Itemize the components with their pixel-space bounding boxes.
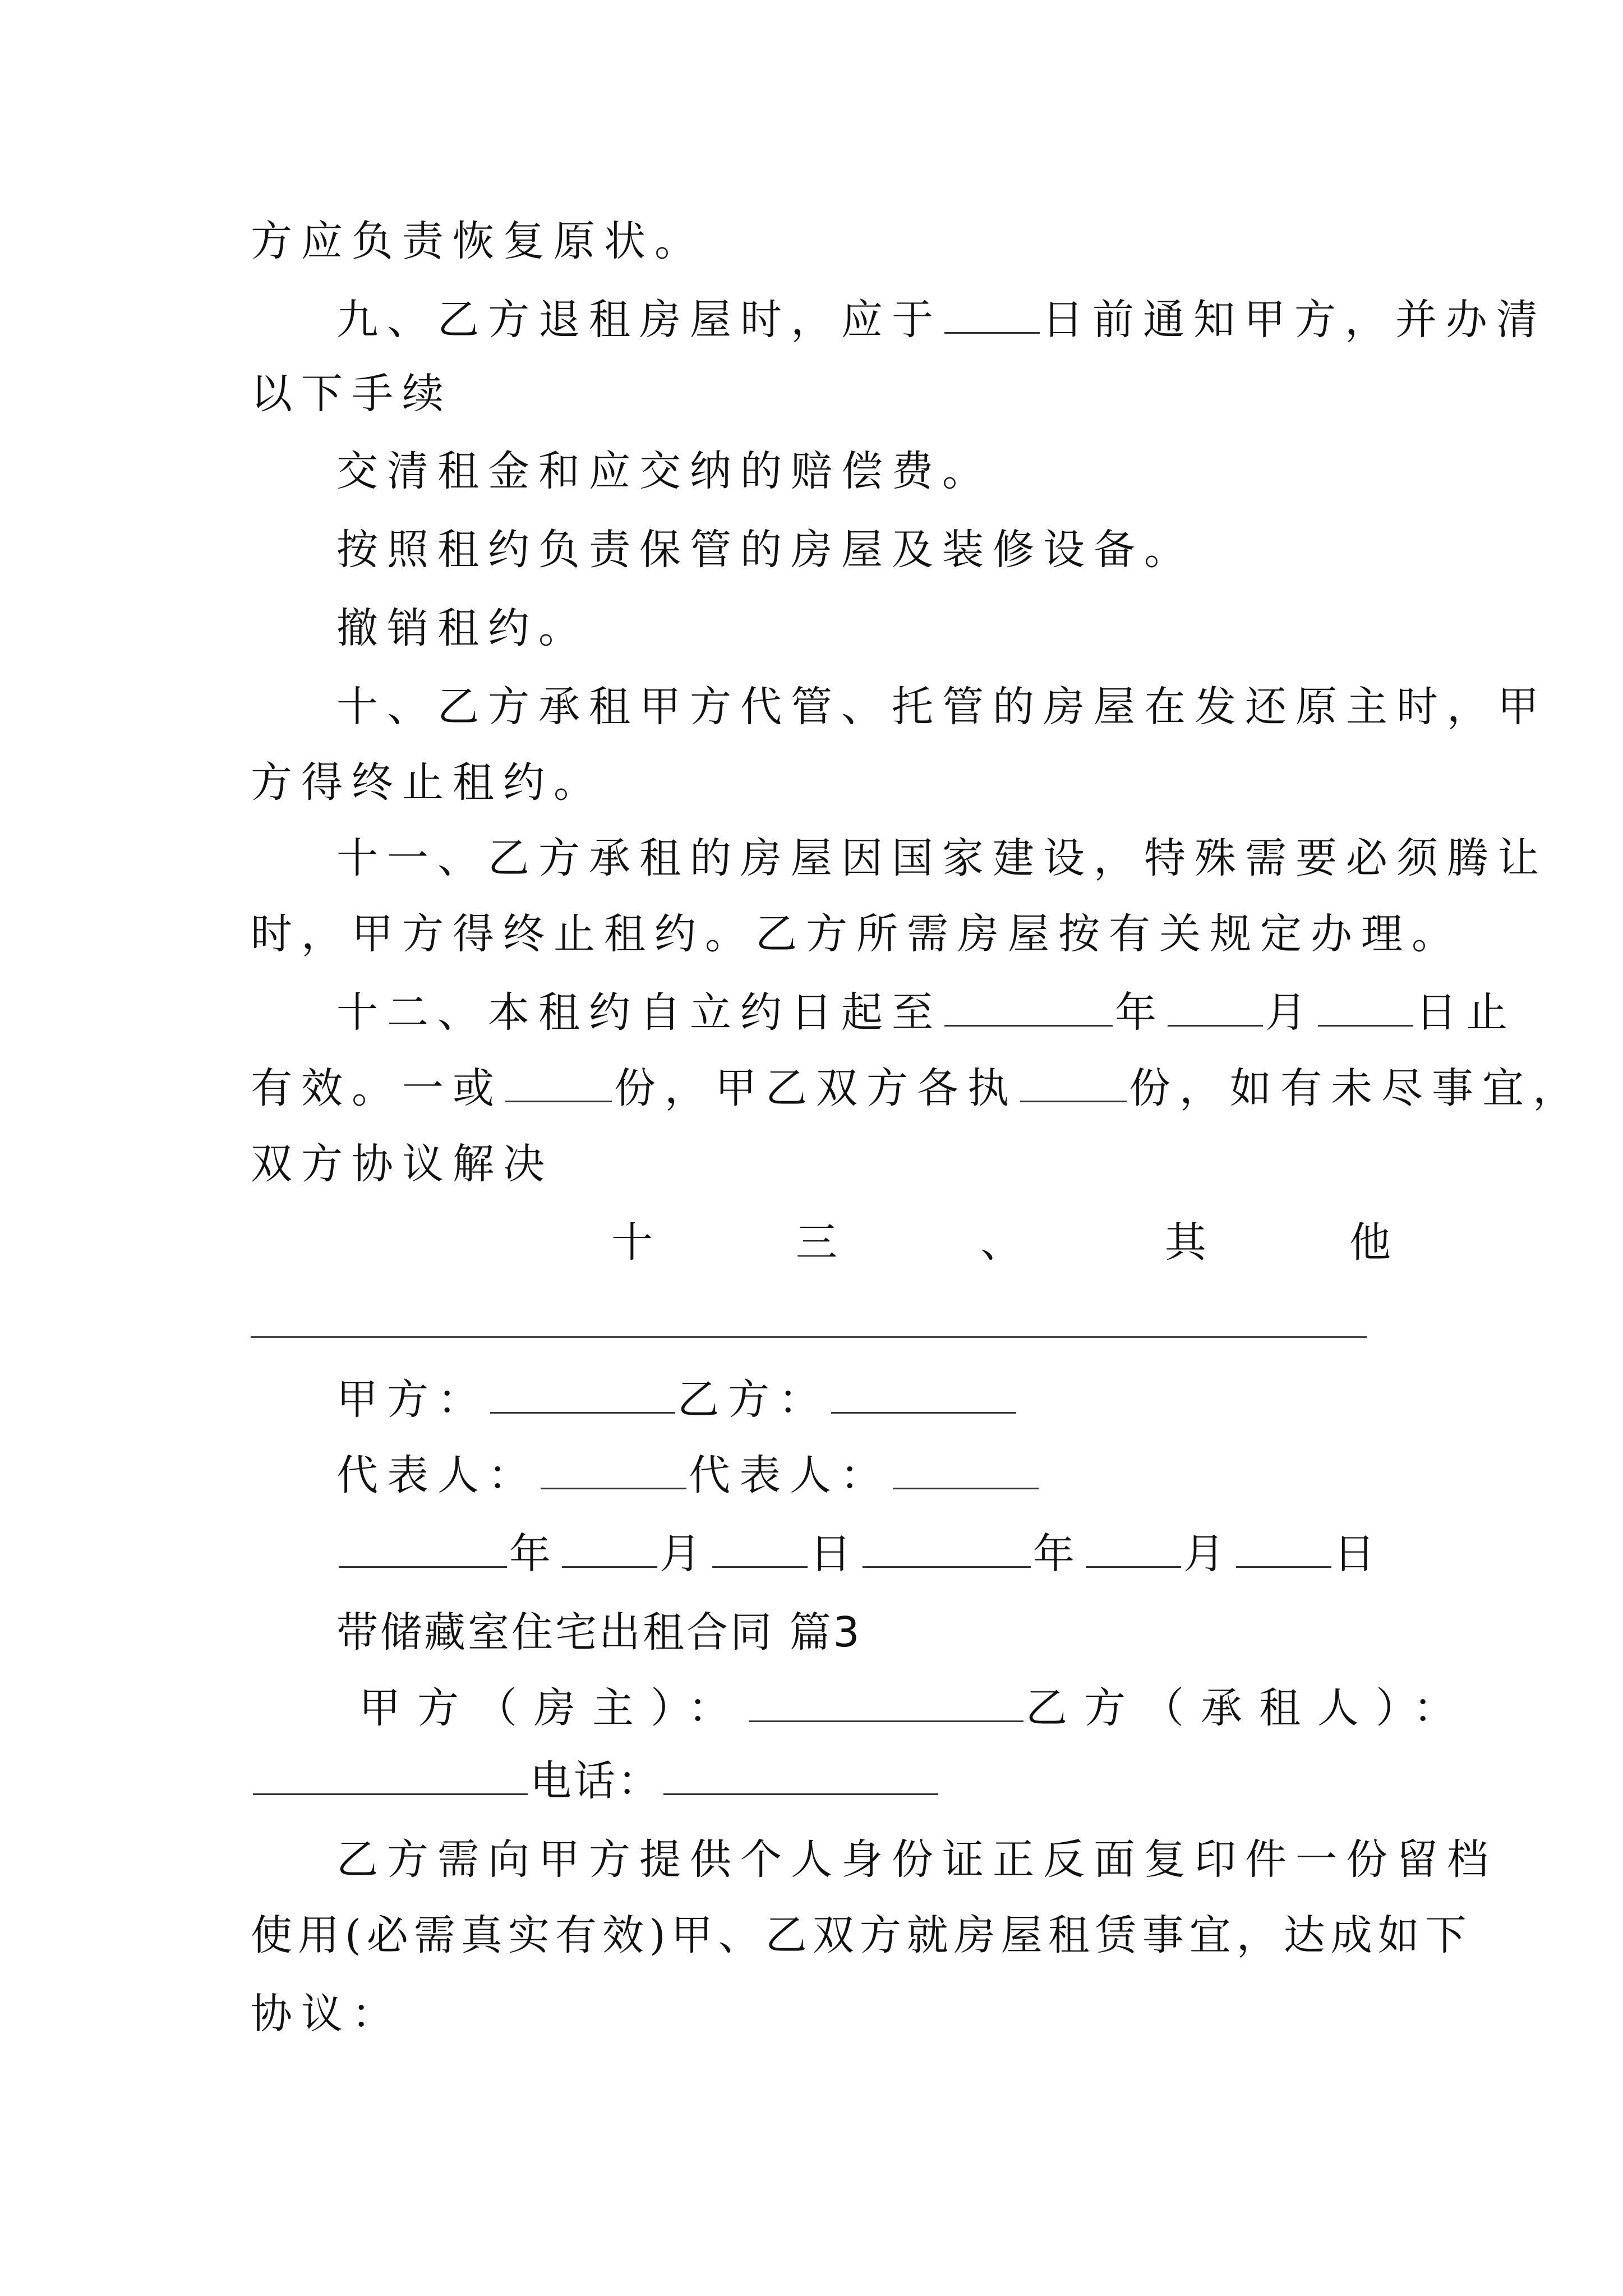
blank-field: [339, 1530, 507, 1568]
blank-field: [863, 1530, 1031, 1568]
blank-field: [712, 1530, 808, 1568]
text-line: 有效。一或 份，甲乙双方各执 份，如有未尽事宜，: [251, 1064, 1583, 1112]
blank-field: [562, 1530, 657, 1568]
blank-field: [663, 1757, 938, 1795]
text-line: 双方协议解决: [251, 1140, 554, 1188]
section-heading: 带储藏室住宅出租合同 篇3: [336, 1608, 862, 1657]
blank-field: [505, 1065, 612, 1102]
text-line: 十一、乙方承租的房屋因国家建设，特殊需要必须腾让: [336, 834, 1548, 882]
date-line: 年 月 日 年 月 日: [336, 1526, 1623, 1582]
blank-rule: [251, 1336, 1367, 1338]
text-line: 按照租约负责保管的房屋及装修设备。: [336, 526, 1195, 574]
blank-field: [1318, 989, 1413, 1027]
blank-field: [1168, 989, 1263, 1027]
signature-line: 甲方： 乙方：: [336, 1372, 1623, 1428]
blank-field: [1236, 1530, 1331, 1568]
text-line: 使用(必需真实有效)甲、乙双方就房屋租赁事宜，达成如下: [251, 1911, 1472, 1959]
text-line: 时，甲方得终止租约。乙方所需房屋按有关规定办理。: [251, 910, 1462, 958]
blank-field: [944, 296, 1040, 334]
blank-field: [749, 1685, 1023, 1722]
blank-field: [253, 1757, 528, 1795]
text-line: 十、乙方承租甲方代管、托管的房屋在发还原主时，甲: [336, 683, 1548, 731]
signature-line: 代表人： 代表人：: [336, 1447, 1623, 1503]
text-line: 以下手续: [251, 370, 453, 418]
spread-heading: 十 三 、 其 他: [611, 1218, 1391, 1267]
blank-field: [893, 1452, 1039, 1489]
blank-field: [944, 989, 1113, 1027]
blank-field: [1020, 1065, 1127, 1102]
text-line: 方应负责恢复原状。: [251, 217, 705, 265]
blank-field: [1086, 1530, 1181, 1568]
text-line: 九、乙方退租房屋时，应于 日前通知甲方，并办清: [336, 296, 1547, 344]
text-line: 方得终止租约。: [251, 758, 604, 807]
text-line: 乙方需向甲方提供个人身份证正反面复印件一份留档: [336, 1835, 1497, 1884]
blank-field: [490, 1376, 675, 1414]
text-line: 协议：: [251, 1990, 402, 2038]
text-line: 十二、本租约自立约日起至 年 月 日止: [336, 988, 1516, 1037]
blank-field: [831, 1376, 1016, 1414]
text-line: 撤销租约。: [336, 604, 589, 652]
party-line: 甲方（房主）： 乙方（承租人）：: [359, 1684, 1472, 1732]
blank-field: [541, 1452, 686, 1489]
text-line: 交清租金和应交纳的赔偿费。: [336, 447, 993, 495]
phone-line: 电话：: [251, 1753, 1623, 1809]
